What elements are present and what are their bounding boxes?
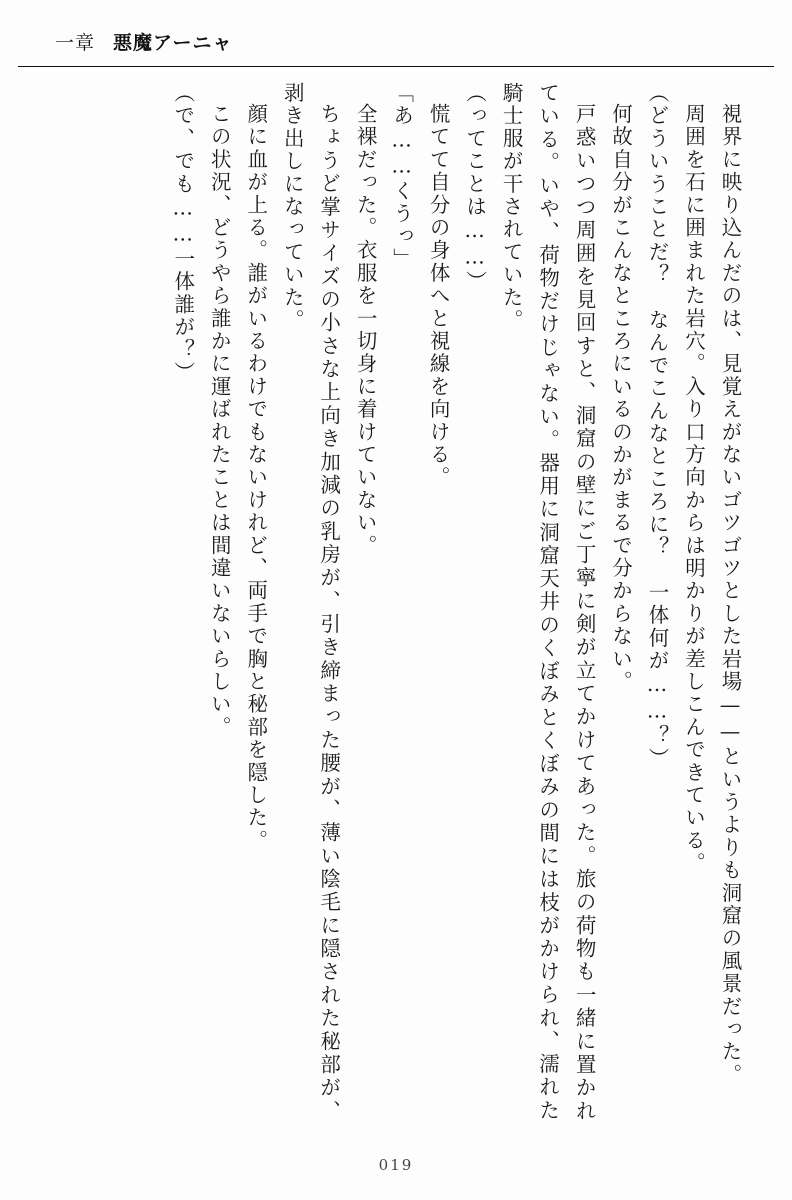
page-number: 019	[378, 1156, 414, 1174]
body-paragraph: 全裸だった。衣服を一切身に着けていない。	[353, 102, 378, 557]
chapter-number: 一章	[55, 31, 96, 54]
header-rule	[18, 66, 774, 67]
body-paragraph: 慌てて自分の身体へと視線を向ける。	[426, 102, 451, 489]
body-paragraph: 何故自分がこんなところにいるのかがまるで分からない。	[608, 102, 633, 693]
body-paragraph: （ってことは……）	[462, 82, 487, 294]
body-paragraph: 「あ……くうっ」	[389, 82, 414, 271]
page-header	[55, 26, 737, 56]
body-paragraph: この状況、どうやら誰かに運ばれたことは間違いないらしい。	[207, 102, 232, 739]
body-paragraph: （どういうことだ？ なんでこんなところに？ 一体何が……？）	[645, 82, 670, 770]
body-paragraph: 顔に血が上る。誰がいるわけでもないけれど、両手で胸と秘部を隠した。	[243, 102, 268, 852]
chapter-title: 悪魔アーニャ	[113, 31, 233, 54]
body-paragraph: 戸惑いつつ周囲を見回すと、洞窟の壁にご丁寧に剣が立てかけてあった。旅の荷物も一緒に置かれている。いや、荷物だけじゃない。器用に洞窟天井のくぼみとくぼみの間には枝がかけられ、濡れた騎士服が干されていた。	[499, 82, 597, 1122]
body-paragraph: ちょうど掌サイズの小さな上向き加減の乳房が、引き締まった腰が、薄い陰毛に隠された秘部が、剥き出しになっていた。	[280, 82, 341, 1122]
body-paragraph: （で、でも……一体誰が？）	[170, 82, 195, 385]
body-paragraph: 周囲を石に囲まれた岩穴。入り口方向からは明かりが差しこんできている。	[681, 102, 706, 875]
page-body-text	[44, 82, 748, 1122]
body-paragraph: 視界に映り込んだのは、見覚えがないゴツゴツとした岩場——というよりも洞窟の風景だった。	[718, 102, 742, 1086]
